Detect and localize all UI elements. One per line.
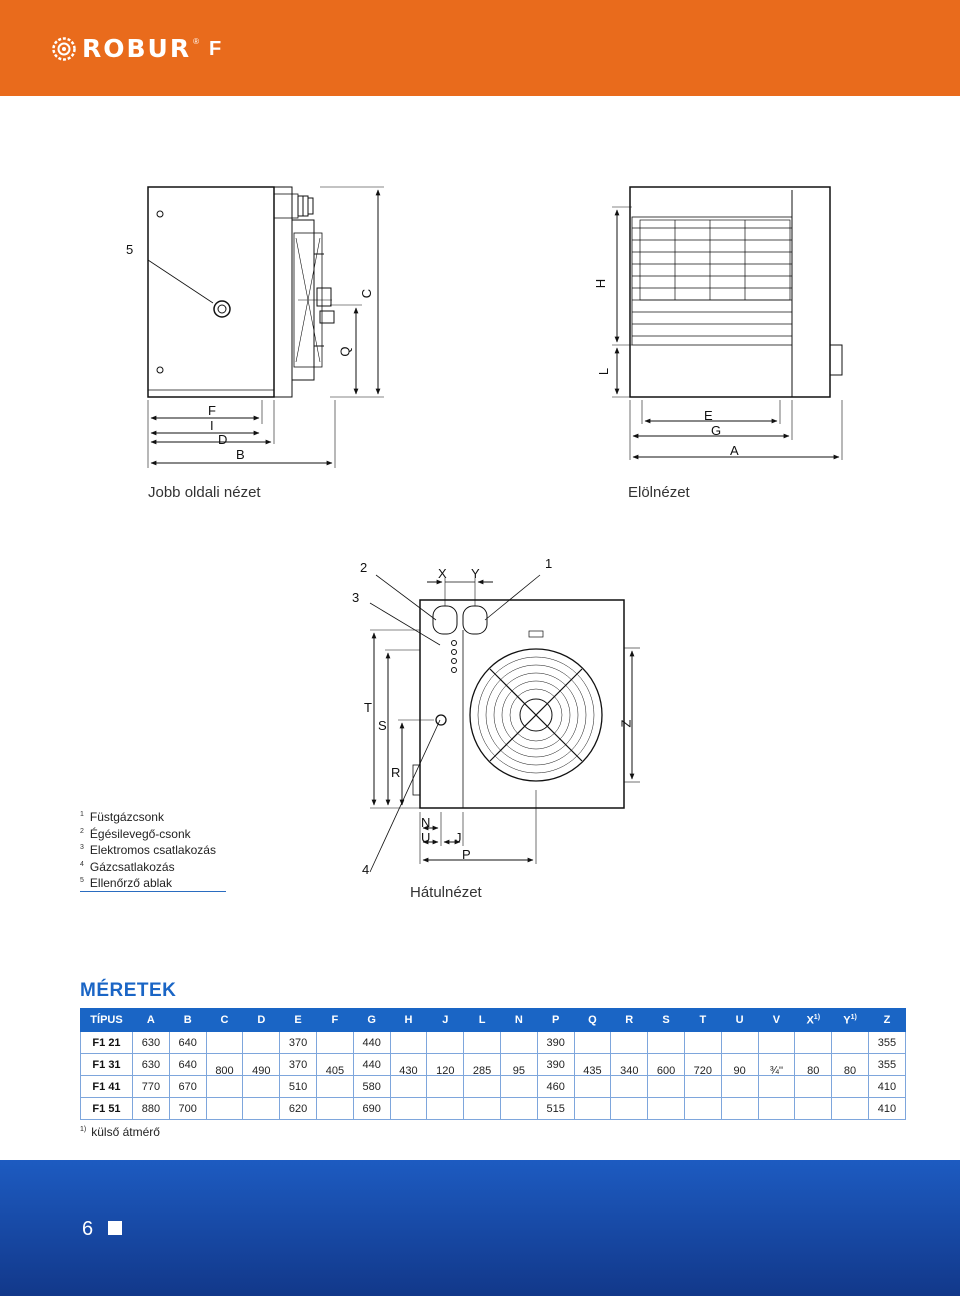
table-cell: 355 xyxy=(868,1054,905,1076)
dim-label-h: H xyxy=(593,278,609,289)
dimensions-title: MÉRETEK xyxy=(80,980,177,1001)
table-cell: 670 xyxy=(169,1076,206,1098)
legend xyxy=(80,808,226,892)
table-cell: 640 xyxy=(169,1054,206,1076)
table-cell: 390 xyxy=(537,1032,574,1054)
table-cell: 880 xyxy=(133,1098,170,1120)
callout-4: 4 xyxy=(362,862,370,877)
shared-cell-c: 800 xyxy=(215,1065,234,1077)
col-header: R xyxy=(611,1009,648,1032)
shared-cell-x: 80 xyxy=(807,1065,820,1077)
dim-label-t: T xyxy=(364,700,372,715)
table-cell: 690 xyxy=(353,1098,390,1120)
dim-label-b: B xyxy=(236,447,245,462)
model-cell: F1 51 xyxy=(81,1098,133,1120)
col-header: V xyxy=(758,1009,795,1032)
col-header: A xyxy=(133,1009,170,1032)
table-cell: 580 xyxy=(353,1076,390,1098)
dim-label-c: C xyxy=(359,288,375,299)
dim-label-5: 5 xyxy=(126,242,134,257)
shared-cell-h: 430 xyxy=(399,1065,418,1077)
shared-cell-r: 340 xyxy=(620,1065,639,1077)
table-footnote: $^{1)}$ külső átmérő xyxy=(80,1125,160,1139)
table-cell: 355 xyxy=(868,1032,905,1054)
dim-label-u: U xyxy=(421,830,431,845)
legend-item: $^4$ Gázcsatlakozás xyxy=(80,859,175,874)
shared-cell-q: 435 xyxy=(583,1065,602,1077)
table-cell: 440 xyxy=(353,1032,390,1054)
table-cell: 640 xyxy=(169,1032,206,1054)
col-header: Q xyxy=(574,1009,611,1032)
col-header: $Y^{1)}$ xyxy=(832,1009,869,1032)
shared-cell-y: 80 xyxy=(843,1065,857,1077)
col-header: L xyxy=(464,1009,501,1032)
col-header: Z xyxy=(868,1009,905,1032)
legend-item: $^5$ Ellenőrző ablak xyxy=(80,876,172,890)
caption-front-view: Elölnézet xyxy=(628,484,690,501)
col-header: TÍPUS xyxy=(81,1009,133,1032)
table-cell: 370 xyxy=(280,1054,317,1076)
table-cell: 630 xyxy=(133,1032,170,1054)
model-cell: F1 31 xyxy=(81,1054,133,1076)
shared-cell-n: 95 xyxy=(512,1065,525,1077)
page-number: 6 xyxy=(82,1218,94,1240)
callout-3: 3 xyxy=(352,590,360,605)
table-cell: 410 xyxy=(868,1098,905,1120)
shared-cell-s: 600 xyxy=(656,1065,676,1077)
dim-label-a: A xyxy=(730,443,739,458)
shared-cell-j: 120 xyxy=(436,1065,455,1077)
shared-cell-f: 405 xyxy=(325,1065,345,1077)
shared-cell-u: 90 xyxy=(733,1065,746,1077)
col-header: P xyxy=(537,1009,574,1032)
dim-label-p: P xyxy=(462,847,471,862)
shared-cell-t: 720 xyxy=(693,1065,713,1077)
model-cell: F1 41 xyxy=(81,1076,133,1098)
dim-label-r: R xyxy=(391,765,401,780)
col-header: $X^{1)}$ xyxy=(795,1009,832,1032)
table-cell: 440 xyxy=(353,1054,390,1076)
legend-item: $^1$ Füstgázcsonk xyxy=(80,810,164,824)
col-header: D xyxy=(243,1009,280,1032)
col-header: U xyxy=(721,1009,758,1032)
col-header: B xyxy=(169,1009,206,1032)
series-label: F xyxy=(209,38,222,60)
table-cell: 700 xyxy=(169,1098,206,1120)
table-cell: 510 xyxy=(280,1076,317,1098)
col-header: G xyxy=(353,1009,390,1032)
table-row xyxy=(81,1076,906,1098)
page-marker-icon xyxy=(108,1221,122,1235)
table-header-row xyxy=(81,1009,906,1032)
dimensions-table xyxy=(80,1008,906,1120)
col-header: H xyxy=(390,1009,427,1032)
dim-label-y: Y xyxy=(471,566,480,581)
front-view xyxy=(612,187,842,460)
dim-label-d: D xyxy=(218,432,228,447)
caption-right-side-view: Jobb oldali nézet xyxy=(148,484,261,501)
table-cell: 620 xyxy=(280,1098,317,1120)
brand-name: ROBUR xyxy=(82,34,192,63)
col-header: E xyxy=(280,1009,317,1032)
model-cell: F1 21 xyxy=(81,1032,133,1054)
dim-label-f: F xyxy=(208,403,216,418)
col-header: S xyxy=(648,1009,685,1032)
table-cell: 770 xyxy=(133,1076,170,1098)
dim-label-s: S xyxy=(378,718,387,733)
table-cell: 515 xyxy=(537,1098,574,1120)
right-side-view xyxy=(148,187,384,468)
dim-label-i: I xyxy=(210,418,214,433)
col-header: J xyxy=(427,1009,464,1032)
col-header: C xyxy=(206,1009,243,1032)
col-header: N xyxy=(500,1009,537,1032)
dim-label-j: J xyxy=(455,830,462,845)
dim-label-q: Q xyxy=(337,346,353,357)
shared-cell-d: 490 xyxy=(252,1065,271,1077)
dim-label-e: E xyxy=(704,408,713,423)
table-row xyxy=(81,1098,906,1120)
registered-icon: ® xyxy=(193,36,200,46)
shared-cell-l: 285 xyxy=(472,1065,492,1077)
dim-label-z: Z xyxy=(618,719,634,728)
table-cell: 460 xyxy=(537,1076,574,1098)
dim-label-l: L xyxy=(596,367,612,376)
table-cell: 630 xyxy=(133,1054,170,1076)
footer-band xyxy=(0,1160,960,1296)
table-cell: 390 xyxy=(537,1054,574,1076)
callout-1: 1 xyxy=(545,556,553,571)
rear-view xyxy=(370,575,640,872)
table-cell: 410 xyxy=(868,1076,905,1098)
table-row xyxy=(81,1032,906,1054)
legend-item: $^3$ Elektromos csatlakozás xyxy=(80,843,216,857)
legend-item: $^2$ Égésilevegő-csonk xyxy=(80,826,191,841)
callout-2: 2 xyxy=(360,560,368,575)
table-cell: 370 xyxy=(280,1032,317,1054)
col-header: T xyxy=(684,1009,721,1032)
dim-label-x: X xyxy=(438,566,447,581)
dim-label-g: G xyxy=(711,423,722,438)
col-header: F xyxy=(316,1009,353,1032)
shared-cell-v: ¾'' xyxy=(769,1065,784,1077)
dim-label-n: N xyxy=(421,815,431,830)
caption-rear-view: Hátulnézet xyxy=(410,884,482,901)
